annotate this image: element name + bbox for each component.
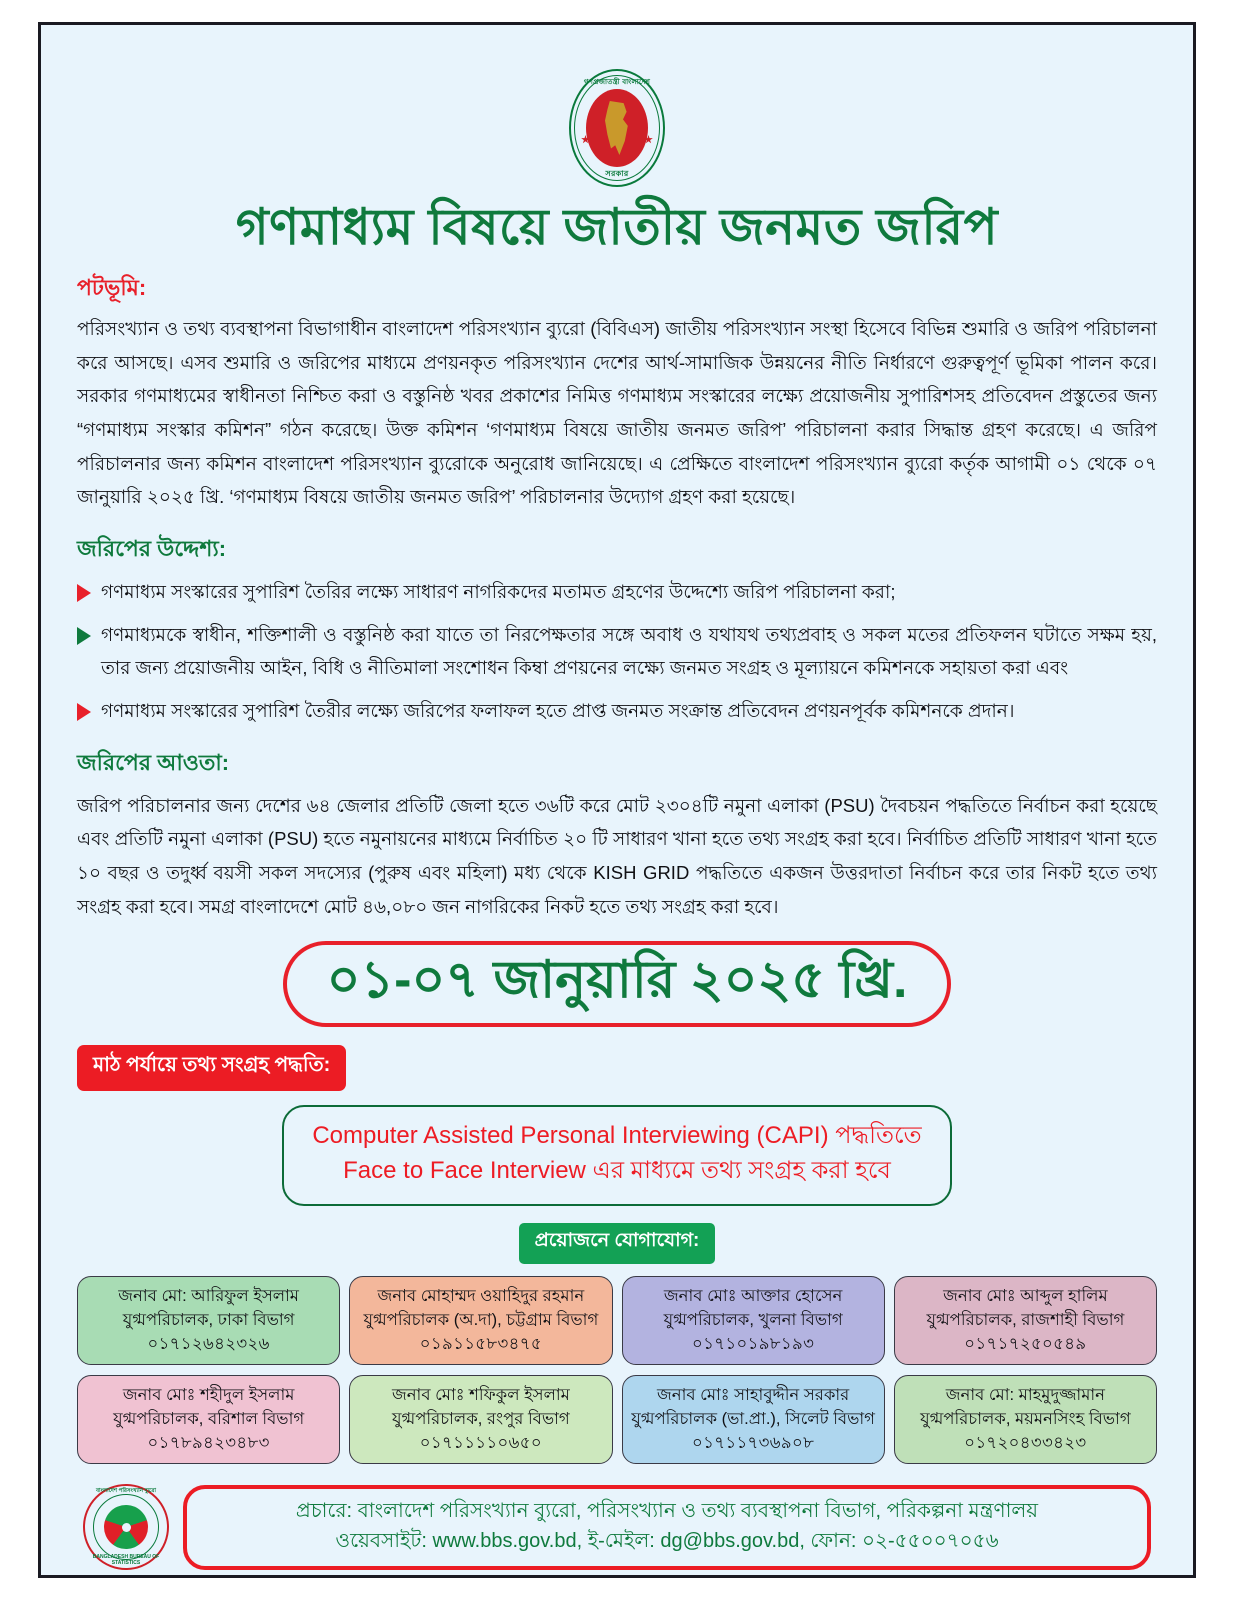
contact-name: জনাব মোঃ শহীদুল ইসলাম — [122, 1385, 295, 1404]
scope-paragraph: জরিপ পরিচালনার জন্য দেশের ৬৪ জেলার প্রতিটি জেলা হতে ৩৬টি করে মোট ২৩০৪টি নমুনা এলাকা (PSU) দৈবচয়ন পদ্ধতিতে নির্বাচন করা হয়েছে এবং প্রতিটি নমুনা এলাকা (PSU) হতে নমুনায়নের মাধ্যমে নির্বাচিত ২০ টি সাধারণ খানা হতে তথ্য সংগ্রহ করা হবে। নির্বাচিত প্রতিটি সাধারণ খানা হতে ১০ বছর ও তদুর্ধ্ব বয়সী সকল সদস্যের (পুরুষ এবং মহিলা) মধ্য থেকে KISH GRID পদ্ধতিতে একজন উত্তরদাতা নির্বাচন করে তার নিকট হতে তথ্য সংগ্রহ করা হবে। সমগ্র বাংলাদেশে মোট ৪৬,০৮০ জন নাগরিকের নিকট হতে তথ্য সংগ্রহ করা হবে। — [77, 794, 1157, 917]
list-item — [77, 694, 1157, 728]
bbs-logo-pie-icon — [104, 1505, 148, 1549]
survey-date-banner: ০১-০৭ জানুয়ারি ২০২৫ খ্রি. — [283, 941, 952, 1027]
contact-name: জনাব মো: আরিফুল ইসলাম — [118, 1286, 299, 1305]
scope-heading: জরিপের আওতা: — [77, 749, 230, 775]
contact-designation: যুগ্মপরিচালক, ময়মনসিংহ বিভাগ — [920, 1409, 1131, 1428]
contact-card[interactable] — [622, 1375, 885, 1464]
bbs-logo-english-text: BANGLADESH BUREAU OF STATISTICS — [92, 1554, 160, 1567]
footer — [77, 1484, 1157, 1570]
bbs-logo-icon — [83, 1484, 169, 1570]
capi-line-1: Computer Assisted Personal Interviewing (CAPI) পদ্ধতিতে — [312, 1121, 922, 1149]
contact-designation: যুগ্মপরিচালক (ভা.প্রা.), সিলেট বিভাগ — [631, 1409, 875, 1428]
bbs-logo-bangla-text: বাংলাদেশ পরিসংখ্যান ব্যুরো — [95, 1488, 157, 1495]
objective-text: গণমাধ্যম সংস্কারের সুপারিশ তৈরির লক্ষ্যে সাধারণ নাগরিকদের মতামত গ্রহণের উদ্দেশ্যে জরিপ পরিচালনা করা; — [101, 580, 896, 602]
method-badge: মাঠ পর্যায়ে তথ্য সংগ্রহ পদ্ধতি: — [77, 1045, 346, 1091]
capi-line-2: Face to Face Interview এর মাধ্যমে তথ্য সংগ্রহ করা হবে — [343, 1156, 891, 1184]
triangle-bullet-icon — [77, 584, 91, 602]
contact-phone: ০১৭১১৭৩৬৯০৮ — [691, 1433, 815, 1452]
poster-content — [41, 271, 1193, 1570]
objective-text: গণমাধ্যমকে স্বাধীন, শক্তিশালী ও বস্তুনিষ্ঠ করা যাতে তা নিরপেক্ষতার সঙ্গে অবাধ ও যথাযথ তথ্যপ্রবাহ ও সকল মতের প্রতিফলন ঘটাতে সক্ষম হয়, তার জন্য প্রয়োজনীয় আইন, বিধি ও নীতিমালা সংশোধন কিম্বা প্রণয়নের লক্ষ্যে জনমত সংগ্রহ ও মূল্যায়নে কমিশনকে সহায়তা করা এবং — [101, 623, 1157, 679]
triangle-bullet-icon — [77, 627, 91, 645]
contact-cards-grid — [77, 1276, 1157, 1464]
contact-phone: ০১৭১৭২৫০৫৪৯ — [964, 1334, 1087, 1353]
contact-card[interactable] — [349, 1276, 612, 1365]
triangle-bullet-icon — [77, 703, 91, 721]
contact-designation: যুগ্মপরিচালক, ঢাকা বিভাগ — [122, 1310, 295, 1329]
contact-designation: যুগ্মপরিচালক, খুলনা বিভাগ — [663, 1310, 843, 1329]
contact-phone: ০১৭২০৪৩৩৪২৩ — [964, 1433, 1087, 1452]
contact-card[interactable] — [622, 1276, 885, 1365]
page-title: গণমাধ্যম বিষয়ে জাতীয় জনমত জরিপ — [235, 199, 999, 255]
list-item — [77, 575, 1157, 609]
national-emblem-container — [41, 25, 1193, 187]
bangladesh-government-emblem-icon — [569, 69, 665, 187]
contact-phone: ০১৭১১১১০৬৫০ — [419, 1433, 543, 1452]
contact-card[interactable] — [77, 1375, 340, 1464]
contacts-heading-container — [77, 1223, 1157, 1264]
objective-text: গণমাধ্যম সংস্কারের সুপারিশ তৈরীর লক্ষ্যে জরিপের ফলাফল হতে প্রাপ্ত জনমত সংক্রান্ত প্রতিবেদন প্রণয়নপূর্বক কমিশনকে প্রদান। — [101, 699, 1015, 721]
contact-name: জনাব মোঃ শফিকুল ইসলাম — [391, 1385, 570, 1404]
contact-name: জনাব মোঃ আক্তার হোসেন — [663, 1286, 843, 1305]
contact-phone: ০১৭১০১৯৮১৯৩ — [691, 1334, 815, 1353]
contact-name: জনাব মোঃ সাহাবুদ্দীন সরকার — [657, 1385, 850, 1404]
contact-name: জনাব মো: মাহমুদুজ্জামান — [945, 1385, 1106, 1404]
contacts-heading: প্রয়োজনে যোগাযোগ: — [519, 1223, 716, 1264]
list-item — [77, 618, 1157, 685]
contact-designation: যুগ্মপরিচালক, রাজশাহী বিভাগ — [926, 1310, 1125, 1329]
contact-designation: যুগ্মপরিচালক (অ.দা), চট্টগ্রাম বিভাগ — [363, 1310, 599, 1329]
background-heading: পটভূমি: — [77, 275, 147, 300]
poster-page — [38, 22, 1196, 1578]
contact-card[interactable] — [894, 1276, 1157, 1365]
footer-line-1: প্রচারে: বাংলাদেশ পরিসংখ্যান ব্যুরো, পরিসংখ্যান ও তথ্য ব্যবস্থাপনা বিভাগ, পরিকল্পনা মন্ত্রণালয় — [295, 1499, 1039, 1522]
footer-line-2: ওয়েবসাইট: www.bbs.gov.bd, ই-মেইল: dg@bbs.gov.bd, ফোন: ০২-৫৫০০৭০৫৬ — [335, 1529, 999, 1552]
contact-name: জনাব মোহাম্মদ ওয়াহিদুর রহমান — [377, 1286, 585, 1305]
contact-designation: যুগ্মপরিচালক, বরিশাল বিভাগ — [113, 1409, 305, 1428]
contact-card[interactable] — [77, 1276, 340, 1365]
capi-box-container — [77, 1105, 1157, 1206]
contact-name: জনাব মোঃ আব্দুল হালিম — [943, 1286, 1108, 1305]
capi-method-box — [282, 1105, 951, 1206]
contact-card[interactable] — [894, 1375, 1157, 1464]
contact-designation: যুগ্মপরিচালক, রংপুর বিভাগ — [392, 1409, 570, 1428]
objectives-heading: জরিপের উদ্দেশ্য: — [77, 535, 227, 561]
footer-info-box — [183, 1485, 1151, 1570]
contact-phone: ০১৯১১৫৮৩৪৭৫ — [419, 1334, 542, 1353]
contact-phone: ০১৭১২৬৪২৩২৬ — [147, 1334, 270, 1353]
objectives-list — [77, 575, 1157, 728]
emblem-arc-top-text: গণপ্রজাতন্ত্রী বাংলাদেশ — [583, 79, 651, 86]
contact-phone: ০১৭৮৯৪২৩৪৮৩ — [147, 1433, 270, 1452]
date-banner-container — [77, 941, 1157, 1027]
background-paragraph: পরিসংখ্যান ও তথ্য ব্যবস্থাপনা বিভাগাধীন বাংলাদেশ পরিসংখ্যান ব্যুরো (বিবিএস) জাতীয় পরিসংখ্যান সংস্থা হিসেবে বিভিন্ন শুমারি ও জরিপ পরিচালনা করে আসছে। এসব শুমারি ও জরিপের মাধ্যমে প্রণয়নকৃত পরিসংখ্যান দেশের আর্থ-সামাজিক উন্নয়নের নীতি নির্ধারণে গুরুত্বপূর্ণ ভূমিকা পালন করে। সরকার গণমাধ্যমের স্বাধীনতা নিশ্চিত করা ও বস্তুনিষ্ঠ খবর প্রকাশের নিমিত্ত গণমাধ্যম সংস্কারের লক্ষ্যে প্রয়োজনীয় সুপারিশসহ প্রতিবেদন প্রস্তুতের জন্য “গণমাধ্যম সংস্কার কমিশন” গঠন করেছে। উক্ত কমিশন ‘গণমাধ্যম বিষয়ে জাতীয় জনমত জরিপ’ পরিচালনা করার সিদ্ধান্ত গ্রহণ করেছে। এ জরিপ পরিচালনার জন্য কমিশন বাংলাদেশ পরিসংখ্যান ব্যুরোকে অনুরোধ জানিয়েছে। এ প্রেক্ষিতে বাংলাদেশ পরিসংখ্যান ব্যুরো কর্তৃক আগামী ০১ থেকে ০৭ জানুয়ারি ২০২৫ খ্রি. ‘গণমাধ্যম বিষয়ে জাতীয় জনমত জরিপ’ পরিচালনার উদ্যোগ গ্রহণ করা হয়েছে। — [77, 318, 1157, 508]
contact-card[interactable] — [349, 1375, 612, 1464]
emblem-arc-bottom-text: সরকার — [605, 169, 629, 178]
